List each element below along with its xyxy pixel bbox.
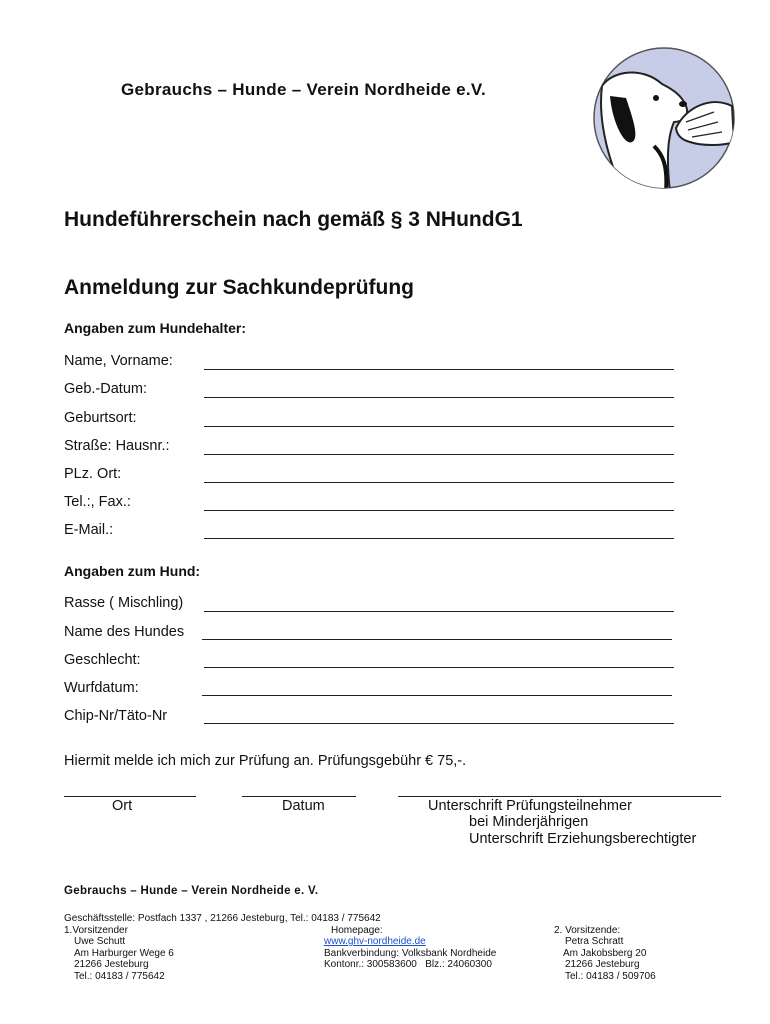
chair1-city: 21266 Jesteburg	[74, 959, 149, 970]
name-field[interactable]	[204, 369, 674, 370]
bank-info: Bankverbindung: Volksbank Nordheide	[324, 948, 497, 959]
birthdate-label: Geb.-Datum:	[64, 381, 147, 397]
club-title: Gebrauchs – Hunde – Verein Nordheide e.V.	[121, 80, 487, 99]
birthplace-field[interactable]	[204, 426, 674, 427]
date-signature-line[interactable]	[242, 796, 356, 797]
breed-field[interactable]	[204, 611, 674, 612]
chair2-name: Petra Schratt	[565, 936, 624, 947]
birthdate-field[interactable]	[204, 397, 674, 398]
birth-date-dog-field[interactable]	[202, 695, 672, 696]
chair1-phone: Tel.: 04183 / 775642	[74, 971, 165, 982]
sex-label: Geschlecht:	[64, 652, 141, 668]
street-field[interactable]	[204, 454, 674, 455]
chair2-phone: Tel.: 04183 / 509706	[565, 971, 656, 982]
chip-number-label: Chip-Nr/Täto-Nr	[64, 708, 168, 724]
form-title: Hundeführerschein nach gemäß § 3 NHundG1	[64, 208, 523, 231]
minor-note: bei Minderjährigen	[469, 814, 589, 830]
dog-section-heading: Angaben zum Hund:	[64, 563, 201, 579]
form-subtitle: Anmeldung zur Sachkundeprüfung	[64, 276, 414, 299]
owner-section-heading: Angaben zum Hundehalter:	[64, 320, 247, 336]
breed-label: Rasse ( Mischling)	[64, 595, 184, 611]
chair1-name: Uwe Schutt	[74, 936, 126, 947]
email-field[interactable]	[204, 538, 674, 539]
dog-name-label: Name des Hundes	[64, 624, 185, 640]
place-signature-line[interactable]	[64, 796, 196, 797]
birth-date-dog-label: Wurfdatum:	[64, 680, 139, 696]
homepage-label: Homepage:	[331, 925, 383, 936]
chair1-role: 1.Vorsitzender	[64, 925, 128, 936]
footer-club-name: Gebrauchs – Hunde – Verein Nordheide e. V.	[64, 885, 319, 897]
phone-fax-label: Tel.:, Fax.:	[64, 494, 131, 510]
sex-field[interactable]	[204, 667, 674, 668]
office-address: Geschäftsstelle: Postfach 1337 , 21266 Jesteburg, Tel.: 04183 / 775642	[64, 913, 381, 924]
place-label: Ort	[112, 798, 133, 814]
name-label: Name, Vorname:	[64, 353, 173, 369]
chair2-city: 21266 Jesteburg	[565, 959, 640, 970]
dog-name-field[interactable]	[202, 639, 672, 640]
chair2-street: Am Jakobsberg 20	[563, 948, 647, 959]
email-label: E-Mail.:	[64, 522, 114, 538]
chip-number-field[interactable]	[204, 723, 674, 724]
zip-city-field[interactable]	[204, 482, 674, 483]
birthplace-label: Geburtsort:	[64, 410, 137, 426]
declaration-text: Hiermit melde ich mich zur Prüfung an. Prüfungsgebühr € 75,-.	[64, 753, 467, 769]
signature-line[interactable]	[398, 796, 721, 797]
homepage-link[interactable]: www.ghv-nordheide.de	[324, 936, 426, 947]
chair2-role: 2. Vorsitzende:	[554, 925, 621, 936]
guardian-signature-label: Unterschrift Erziehungsberechtigter	[469, 831, 697, 847]
zip-city-label: PLz. Ort:	[64, 466, 122, 482]
chair1-street: Am Harburger Wege 6	[74, 948, 174, 959]
date-label: Datum	[282, 798, 325, 814]
signer-label: Unterschrift Prüfungsteilnehmer	[428, 798, 632, 814]
account-info: Kontonr.: 300583600 Blz.: 24060300	[324, 959, 492, 970]
dog-with-hand-logo-icon	[582, 46, 742, 192]
street-label: Straße: Hausnr.:	[64, 438, 170, 454]
phone-fax-field[interactable]	[204, 510, 674, 511]
